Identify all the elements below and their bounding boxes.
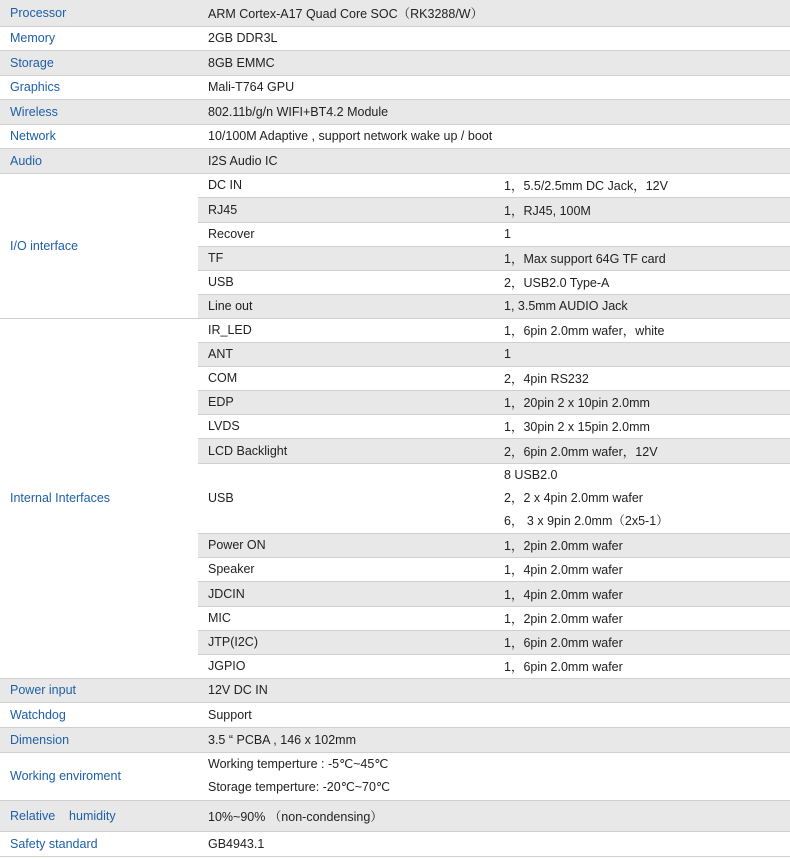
internal-item-value: 2，4pin RS232 [494,366,790,390]
spec-value: Support [198,702,790,727]
internal-item-value: 1，4pin 2.0mm wafer [494,581,790,606]
internal-item-name: USB [198,463,494,533]
spec-label: Watchdog [0,702,198,727]
internal-interfaces-label: Internal Interfaces [0,318,198,678]
spec-value: GB4943.1 [198,831,790,856]
internal-item-name: JTP(I2C) [198,630,494,654]
internal-item-value: 1，6pin 2.0mm wafer，white [494,318,790,342]
internal-item-value: 1，20pin 2 x 10pin 2.0mm [494,390,790,414]
io-item-value: 1, 3.5mm AUDIO Jack [494,294,790,318]
spec-row-relative-humidity [0,800,790,831]
spec-row-dimension [0,727,790,752]
spec-row-memory [0,26,790,50]
internal-item-value: 1，6pin 2.0mm wafer [494,630,790,654]
io-item-value: 1，RJ45, 100M [494,197,790,222]
spec-value: 8GB EMMC [198,50,790,75]
spec-value-multiline [198,752,790,800]
spec-label: Safety standard [0,831,198,856]
spec-value: ARM Cortex-A17 Quad Core SOC（RK3288/W） [198,0,790,26]
internal-row [0,318,790,342]
internal-item-name: JDCIN [198,581,494,606]
internal-item-value: 2，6pin 2.0mm wafer，12V [494,438,790,463]
spec-label: Dimension [0,727,198,752]
internal-item-name: IR_LED [198,318,494,342]
io-interface-label: I/O interface [0,173,198,318]
io-item-name: Line out [198,294,494,318]
internal-item-value: 1 [494,342,790,366]
value-line: Storage temperture: -20℃~70℃ [208,780,390,794]
io-item-name: DC IN [198,173,494,197]
spec-label: Network [0,124,198,148]
spec-row-wireless [0,99,790,124]
internal-item-name: ANT [198,342,494,366]
internal-item-name: Power ON [198,533,494,557]
spec-value: 2GB DDR3L [198,26,790,50]
internal-item-name: COM [198,366,494,390]
spec-label: Storage [0,50,198,75]
spec-label: Processor [0,0,198,26]
spec-value: Mali-T764 GPU [198,75,790,99]
spec-row-watchdog [0,702,790,727]
spec-label: Memory [0,26,198,50]
spec-row-network [0,124,790,148]
spec-label: Relative humidity [0,800,198,831]
io-item-value: 1，5.5/2.5mm DC Jack，12V [494,173,790,197]
io-item-name: Recover [198,222,494,246]
spec-value: 802.11b/g/n WIFI+BT4.2 Module [198,99,790,124]
internal-item-name: JGPIO [198,654,494,678]
io-item-name: TF [198,246,494,270]
internal-item-name: MIC [198,606,494,630]
io-item-value: 1 [494,222,790,246]
spec-row-working-environment [0,752,790,800]
spec-row-safety-standard [0,831,790,856]
value-line: 6， 3 x 9pin 2.0mm（2x5-1） [504,513,669,528]
spec-row-storage [0,50,790,75]
internal-item-value: 1，2pin 2.0mm wafer [494,606,790,630]
spec-value: 12V DC IN [198,678,790,702]
spec-row-audio [0,148,790,173]
spec-label: Power input [0,678,198,702]
internal-item-name: EDP [198,390,494,414]
internal-item-value-multiline [494,463,790,533]
internal-item-name: LCD Backlight [198,438,494,463]
io-item-value: 1，Max support 64G TF card [494,246,790,270]
value-line: 8 USB2.0 [504,467,558,482]
io-item-value: 2，USB2.0 Type-A [494,270,790,294]
spec-value: 10%~90% （non-condensing） [198,800,790,831]
spec-value: 10/100M Adaptive , support network wake up / boot [198,124,790,148]
io-row [0,173,790,197]
io-item-name: USB [198,270,494,294]
spec-label: Audio [0,148,198,173]
internal-item-value: 1，4pin 2.0mm wafer [494,557,790,581]
internal-item-value: 1，2pin 2.0mm wafer [494,533,790,557]
spec-label: Working enviroment [0,752,198,800]
internal-item-value: 1，30pin 2 x 15pin 2.0mm [494,414,790,438]
value-line: Working temperture : -5℃~45℃ [208,757,389,771]
spec-row-graphics [0,75,790,99]
io-item-name: RJ45 [198,197,494,222]
spec-row-processor [0,0,790,26]
value-line: 2，2 x 4pin 2.0mm wafer [504,490,643,505]
spec-value: 3.5 “ PCBA , 146 x 102mm [198,727,790,752]
internal-item-value: 1，6pin 2.0mm wafer [494,654,790,678]
internal-item-name: LVDS [198,414,494,438]
internal-item-name: Speaker [198,557,494,581]
spec-label: Wireless [0,99,198,124]
spec-value: I2S Audio IC [198,148,790,173]
spec-row-power-input [0,678,790,702]
spec-label: Graphics [0,75,198,99]
